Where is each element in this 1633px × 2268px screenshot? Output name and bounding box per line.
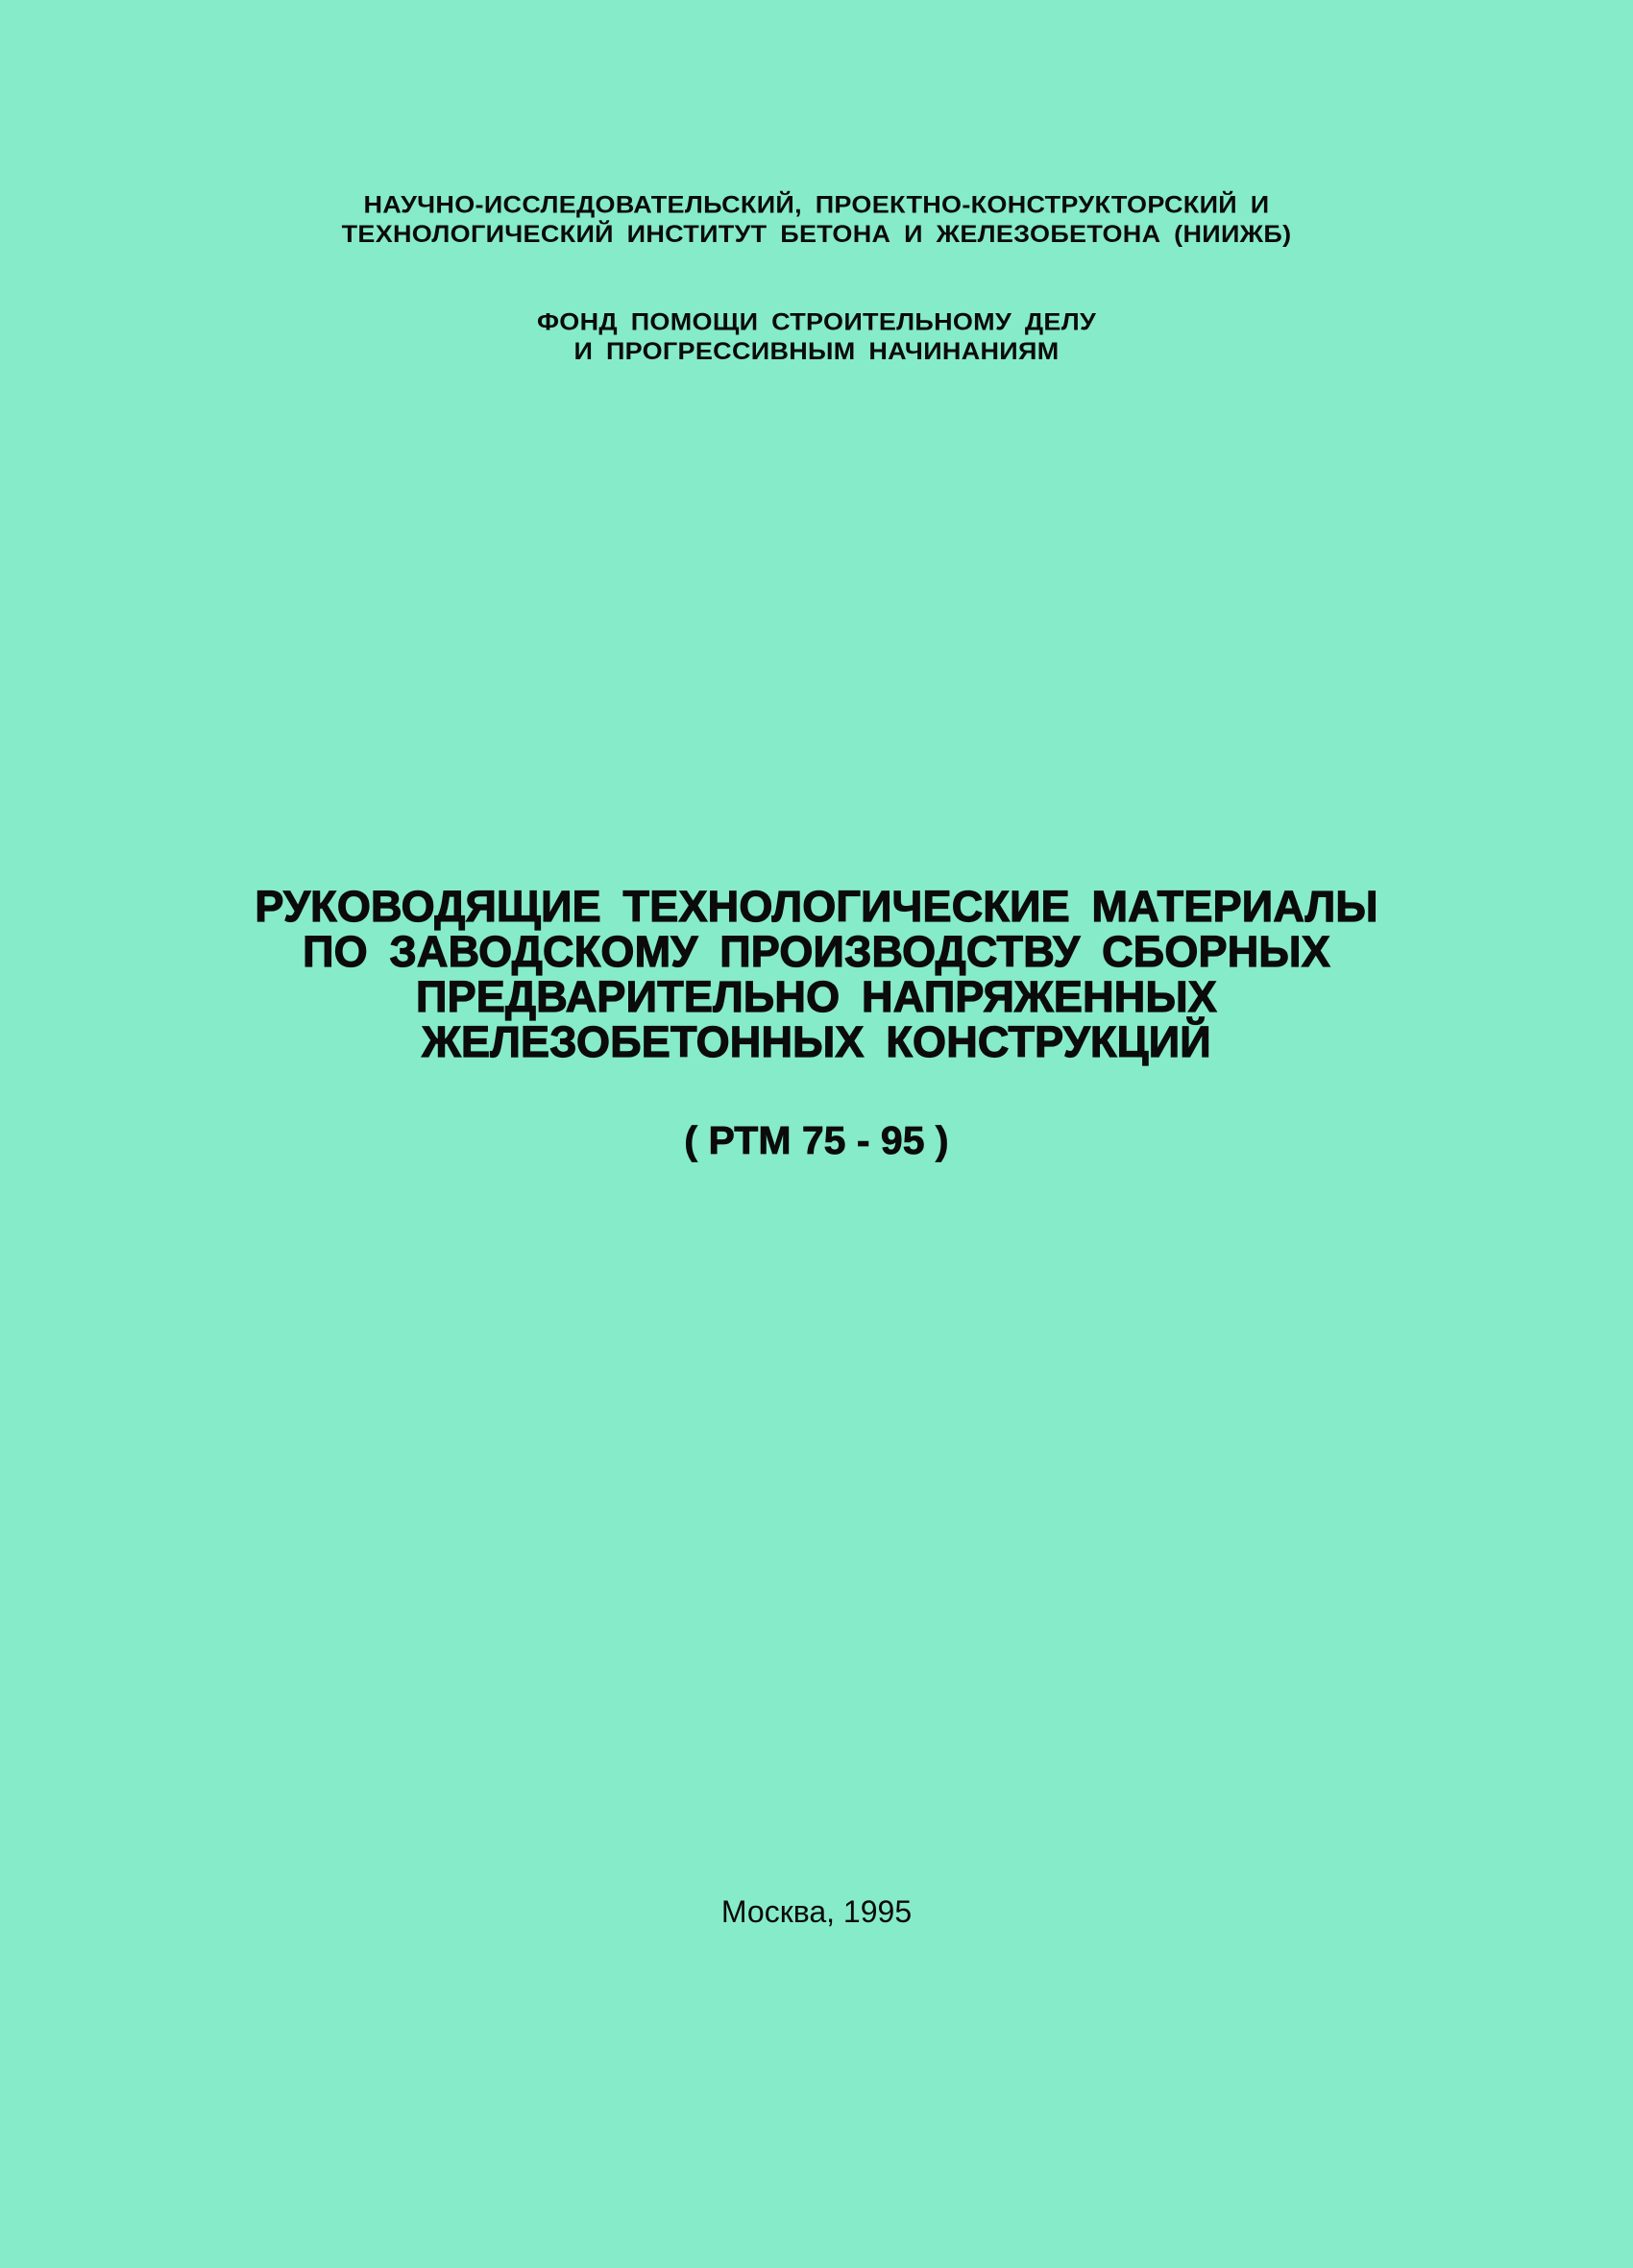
document-title (0, 884, 1633, 1064)
institute-name-line-1: НАУЧНО-ИССЛЕДОВАТЕЛЬСКИЙ, ПРОЕКТНО-КОНСТРУКТОРСКИЙ И (363, 191, 1270, 219)
fund-name (0, 308, 1633, 367)
place-and-year: Москва, 1995 (720, 1894, 913, 1929)
document-code: ( РТМ 75 - 95 ) (684, 1118, 949, 1162)
institute-name (0, 191, 1633, 250)
institute-name-line-2: ТЕХНОЛОГИЧЕСКИЙ ИНСТИТУТ БЕТОНА И ЖЕЛЕЗОБЕТОНА (НИИЖБ) (341, 220, 1292, 248)
document-title-line-3: ПРЕДВАРИТЕЛЬНО НАПРЯЖЕННЫХ (416, 972, 1217, 1021)
document-title-line-4: ЖЕЛЕЗОБЕТОННЫХ КОНСТРУКЦИЙ (422, 1017, 1211, 1066)
document-title-line-2: ПО ЗАВОДСКОМУ ПРОИЗВОДСТВУ СБОРНЫХ (303, 927, 1330, 976)
fund-name-line-1: ФОНД ПОМОЩИ СТРОИТЕЛЬНОМУ ДЕЛУ (536, 308, 1097, 336)
document-title-line-1: РУКОВОДЯЩИЕ ТЕХНОЛОГИЧЕСКИЕ МАТЕРИАЛЫ (255, 882, 1378, 931)
fund-name-line-2: И ПРОГРЕССИВНЫМ НАЧИНАНИЯМ (573, 337, 1060, 365)
